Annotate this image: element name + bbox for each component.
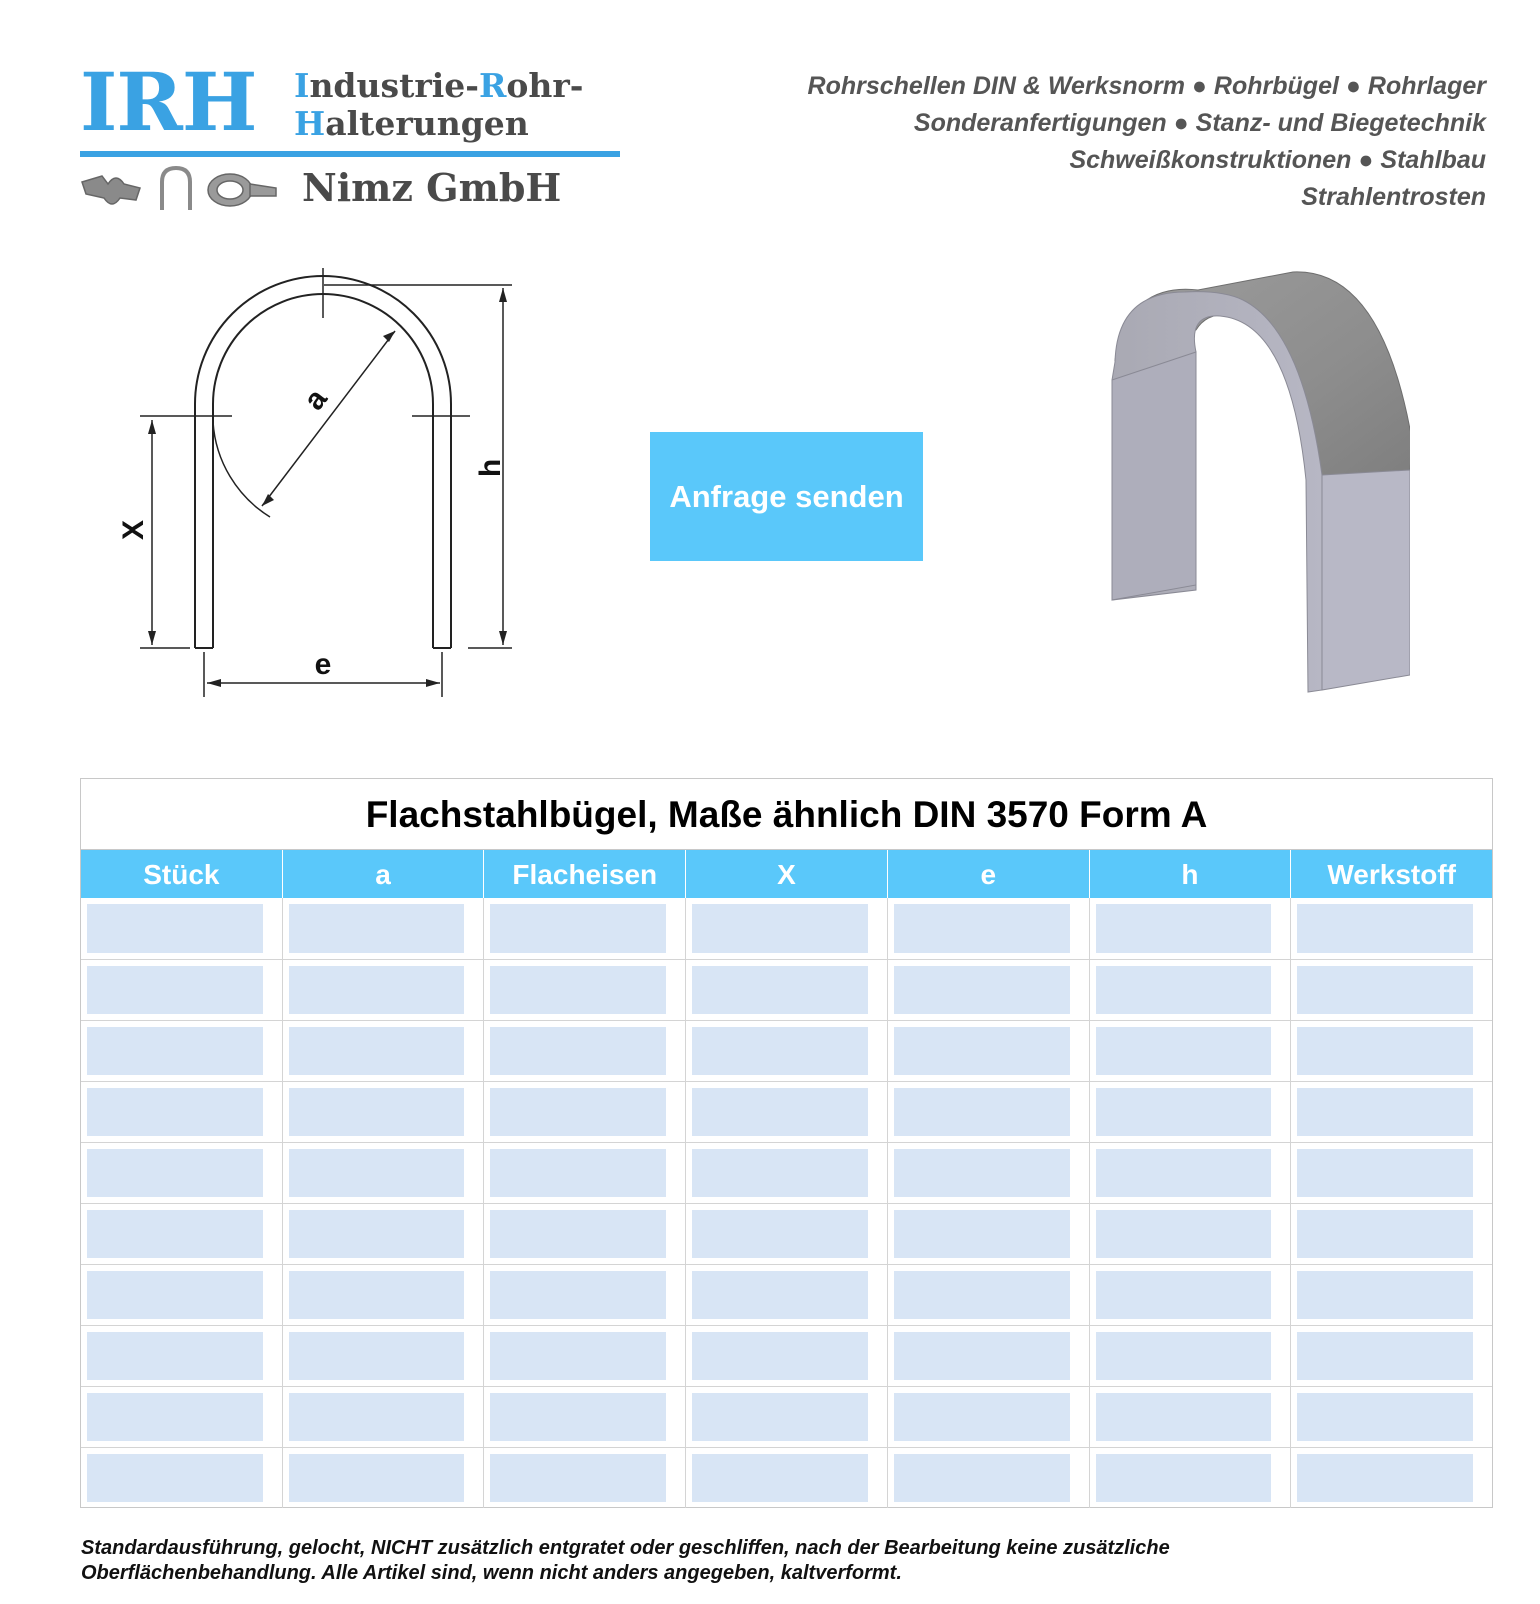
table-cell [686,1265,888,1325]
table-cell [484,1326,686,1386]
flacheisen-input[interactable] [490,904,666,953]
h-input[interactable] [1096,1271,1272,1319]
table-cell [686,1326,888,1386]
table-cell [81,1448,283,1508]
table-row [81,1386,1492,1447]
table-cell [283,1326,485,1386]
table-cell [686,1448,888,1508]
flacheisen-input[interactable] [490,1210,666,1258]
flacheisen-input[interactable] [490,1088,666,1136]
table-cell [1090,1387,1292,1447]
x-input[interactable] [692,1210,868,1258]
e-input[interactable] [894,1393,1070,1441]
table-cell [484,1021,686,1081]
x-input[interactable] [692,1332,868,1380]
h-input[interactable] [1096,1149,1272,1197]
table-cell [686,960,888,1020]
x-input[interactable] [692,1271,868,1319]
table-cell [81,1265,283,1325]
table-cell [1291,898,1492,959]
label-h: h [474,458,507,478]
logo-line-2 [294,106,529,142]
table-cell [888,1326,1090,1386]
logo-letter: R [478,66,507,105]
table-cell [1090,960,1292,1020]
table-cell [1090,898,1292,959]
column-header-stueck: Stück [81,850,283,898]
table-cell [686,1021,888,1081]
dimension-a-line [262,331,395,506]
label-e: e [314,648,332,681]
table-cell [484,1143,686,1203]
x-input[interactable] [692,1454,868,1502]
table-cell [1291,960,1492,1020]
table-cell [484,1387,686,1447]
table-cell [1291,1143,1492,1203]
a-input[interactable] [289,904,465,953]
table-cell [81,1204,283,1264]
table-cell [1090,1448,1292,1508]
werkstoff-input[interactable] [1297,1149,1473,1197]
table-cell [686,1387,888,1447]
table-cell [1090,1265,1292,1325]
table-cell [484,1204,686,1264]
logo-text: alterungen [325,104,529,143]
x-input[interactable] [692,1088,868,1136]
table-header [81,850,1492,898]
u-bolt-icon [162,168,190,210]
table-row [81,959,1492,1020]
h-input[interactable] [1096,1393,1272,1441]
table-cell [1291,1082,1492,1142]
werkstoff-input[interactable] [1297,1271,1473,1319]
h-input[interactable] [1096,1332,1272,1380]
table-row [81,898,1492,959]
table-cell [283,1204,485,1264]
table-cell [484,1265,686,1325]
table-cell [888,1387,1090,1447]
table-cell [81,1326,283,1386]
stueck-input[interactable] [87,1393,263,1441]
bracket-outer-outline [195,276,451,648]
column-header-e: e [888,850,1090,898]
stueck-input[interactable] [87,1332,263,1380]
logo-letter: H [294,104,326,143]
table-row [81,1447,1492,1508]
table-cell [283,1021,485,1081]
table-cell [484,1448,686,1508]
table-cell [81,1082,283,1142]
e-input[interactable] [894,904,1070,953]
x-input[interactable] [692,1393,868,1441]
flacheisen-input[interactable] [490,1454,666,1502]
a-input[interactable] [289,1332,465,1380]
e-input[interactable] [894,966,1070,1014]
a-input[interactable] [289,1393,465,1441]
logo-icons [80,164,285,214]
werkstoff-input[interactable] [1297,1088,1473,1136]
e-input[interactable] [894,1027,1070,1075]
h-input[interactable] [1096,904,1272,953]
stueck-input[interactable] [87,1454,263,1502]
table-cell [686,1143,888,1203]
table-cell [888,1204,1090,1264]
table-cell [888,1448,1090,1508]
table-body [81,898,1492,1508]
e-input[interactable] [894,1271,1070,1319]
x-input[interactable] [692,1149,868,1197]
table-cell [888,1143,1090,1203]
table-cell [1291,1448,1492,1508]
a-input[interactable] [289,966,465,1014]
table-cell [1090,1326,1292,1386]
stueck-input[interactable] [87,1027,263,1075]
send-inquiry-button[interactable]: Anfrage senden [650,432,923,561]
table-cell [1090,1204,1292,1264]
stueck-input[interactable] [87,966,263,1014]
tagline-line: Schweißkonstruktionen ● Stahlbau [1069,146,1486,174]
werkstoff-input[interactable] [1297,966,1473,1014]
table-cell [283,1387,485,1447]
services-tagline [808,68,1486,216]
table-cell [686,1204,888,1264]
label-a: a [297,382,334,417]
tagline-line: Strahlentrosten [1301,183,1486,211]
table-cell [283,1143,485,1203]
werkstoff-input[interactable] [1297,904,1473,953]
logo-line-1 [294,68,583,104]
logo-letter: I [294,66,310,105]
table-cell [283,1265,485,1325]
table-cell [1090,1021,1292,1081]
column-header-a: a [283,850,485,898]
flacheisen-input[interactable] [490,1027,666,1075]
bracket-inner-outline [213,294,433,648]
table-cell [484,960,686,1020]
e-input[interactable] [894,1149,1070,1197]
logo-rule [80,151,620,157]
table-cell [1090,1082,1292,1142]
table-row [81,1325,1492,1386]
e-input[interactable] [894,1088,1070,1136]
table-cell [888,1021,1090,1081]
h-input[interactable] [1096,1210,1272,1258]
table-cell [484,898,686,959]
table-cell [686,898,888,959]
table-cell [888,898,1090,959]
flacheisen-input[interactable] [490,1271,666,1319]
table-row [81,1020,1492,1081]
company-logo [80,55,625,216]
table-row [81,1081,1492,1142]
flacheisen-input[interactable] [490,1149,666,1197]
table-row [81,1203,1492,1264]
a-input[interactable] [289,1027,465,1075]
column-header-werkstoff: Werkstoff [1327,859,1456,890]
logo-text: ohr- [506,66,584,105]
table-cell [81,960,283,1020]
table-cell [283,960,485,1020]
werkstoff-input[interactable] [1297,1454,1473,1502]
h-input[interactable] [1096,1027,1272,1075]
table-cell [1291,1387,1492,1447]
x-input[interactable] [692,1027,868,1075]
a-input[interactable] [289,1210,465,1258]
h-input[interactable] [1096,1454,1272,1502]
e-input[interactable] [894,1210,1070,1258]
table-cell [686,1082,888,1142]
table-cell [81,1143,283,1203]
column-header-flacheisen: Flacheisen [484,850,686,898]
e-input[interactable] [894,1454,1070,1502]
flacheisen-input[interactable] [490,966,666,1014]
table-title: Flachstahlbügel, Maße ähnlich DIN 3570 Form A [81,779,1492,850]
bracket-3d-render [1080,255,1410,695]
table-cell [1291,1265,1492,1325]
h-input[interactable] [1096,966,1272,1014]
column-header-x: X [686,850,888,898]
table-cell [283,1082,485,1142]
table-cell [888,1082,1090,1142]
x-input[interactable] [692,966,868,1014]
table-cell [283,1448,485,1508]
x-input[interactable] [692,904,868,953]
table-cell [888,1265,1090,1325]
table-row [81,1142,1492,1203]
table-cell [1291,1326,1492,1386]
footnote [81,1536,1381,1586]
table-cell [888,960,1090,1020]
logo-text: ndustrie- [309,66,479,105]
stueck-input[interactable] [87,1210,263,1258]
werkstoff-input[interactable] [1297,1210,1473,1258]
stueck-input[interactable] [87,1088,263,1136]
table-cell [81,1387,283,1447]
flacheisen-input[interactable] [490,1393,666,1441]
table-cell [1291,1021,1492,1081]
a-input[interactable] [289,1088,465,1136]
pipe-ring-icon [208,174,276,206]
tagline-line: Rohrschellen DIN & Werksnorm ● Rohrbügel ● Rohrlager [807,72,1486,100]
column-header-h: h [1090,850,1292,898]
werkstoff-input[interactable] [1297,1393,1473,1441]
dimensions-table [80,778,1493,1508]
a-input[interactable] [289,1454,465,1502]
a-input[interactable] [289,1271,465,1319]
stueck-input[interactable] [87,904,263,953]
stueck-input[interactable] [87,1271,263,1319]
stueck-input[interactable] [87,1149,263,1197]
table-cell [1090,1143,1292,1203]
logo-irh: IRH [80,55,257,149]
pipe-clamp-icon [82,176,140,204]
werkstoff-input[interactable] [1297,1332,1473,1380]
werkstoff-input[interactable] [1297,1027,1473,1075]
logo-company-name: Nimz GmbH [302,165,562,210]
table-cell [81,898,283,959]
flacheisen-input[interactable] [490,1332,666,1380]
table-cell [1291,1204,1492,1264]
footnote-line: Standardausführung, gelocht, NICHT zusätzlich entgratet oder geschliffen, nach der Bearbeitung keine zusätzliche [81,1537,1170,1559]
table-cell [484,1082,686,1142]
tagline-line: Sonderanfertigungen ● Stanz- und Biegetechnik [913,109,1486,137]
h-input[interactable] [1096,1088,1272,1136]
table-cell [283,898,485,959]
label-x: X [117,519,150,541]
footnote-line: Oberflächenbehandlung. Alle Artikel sind, wenn nicht anders angegeben, kaltverformt. [81,1562,902,1584]
table-cell [81,1021,283,1081]
e-input[interactable] [894,1332,1070,1380]
table-row [81,1264,1492,1325]
a-input[interactable] [289,1149,465,1197]
technical-drawing [100,258,530,698]
